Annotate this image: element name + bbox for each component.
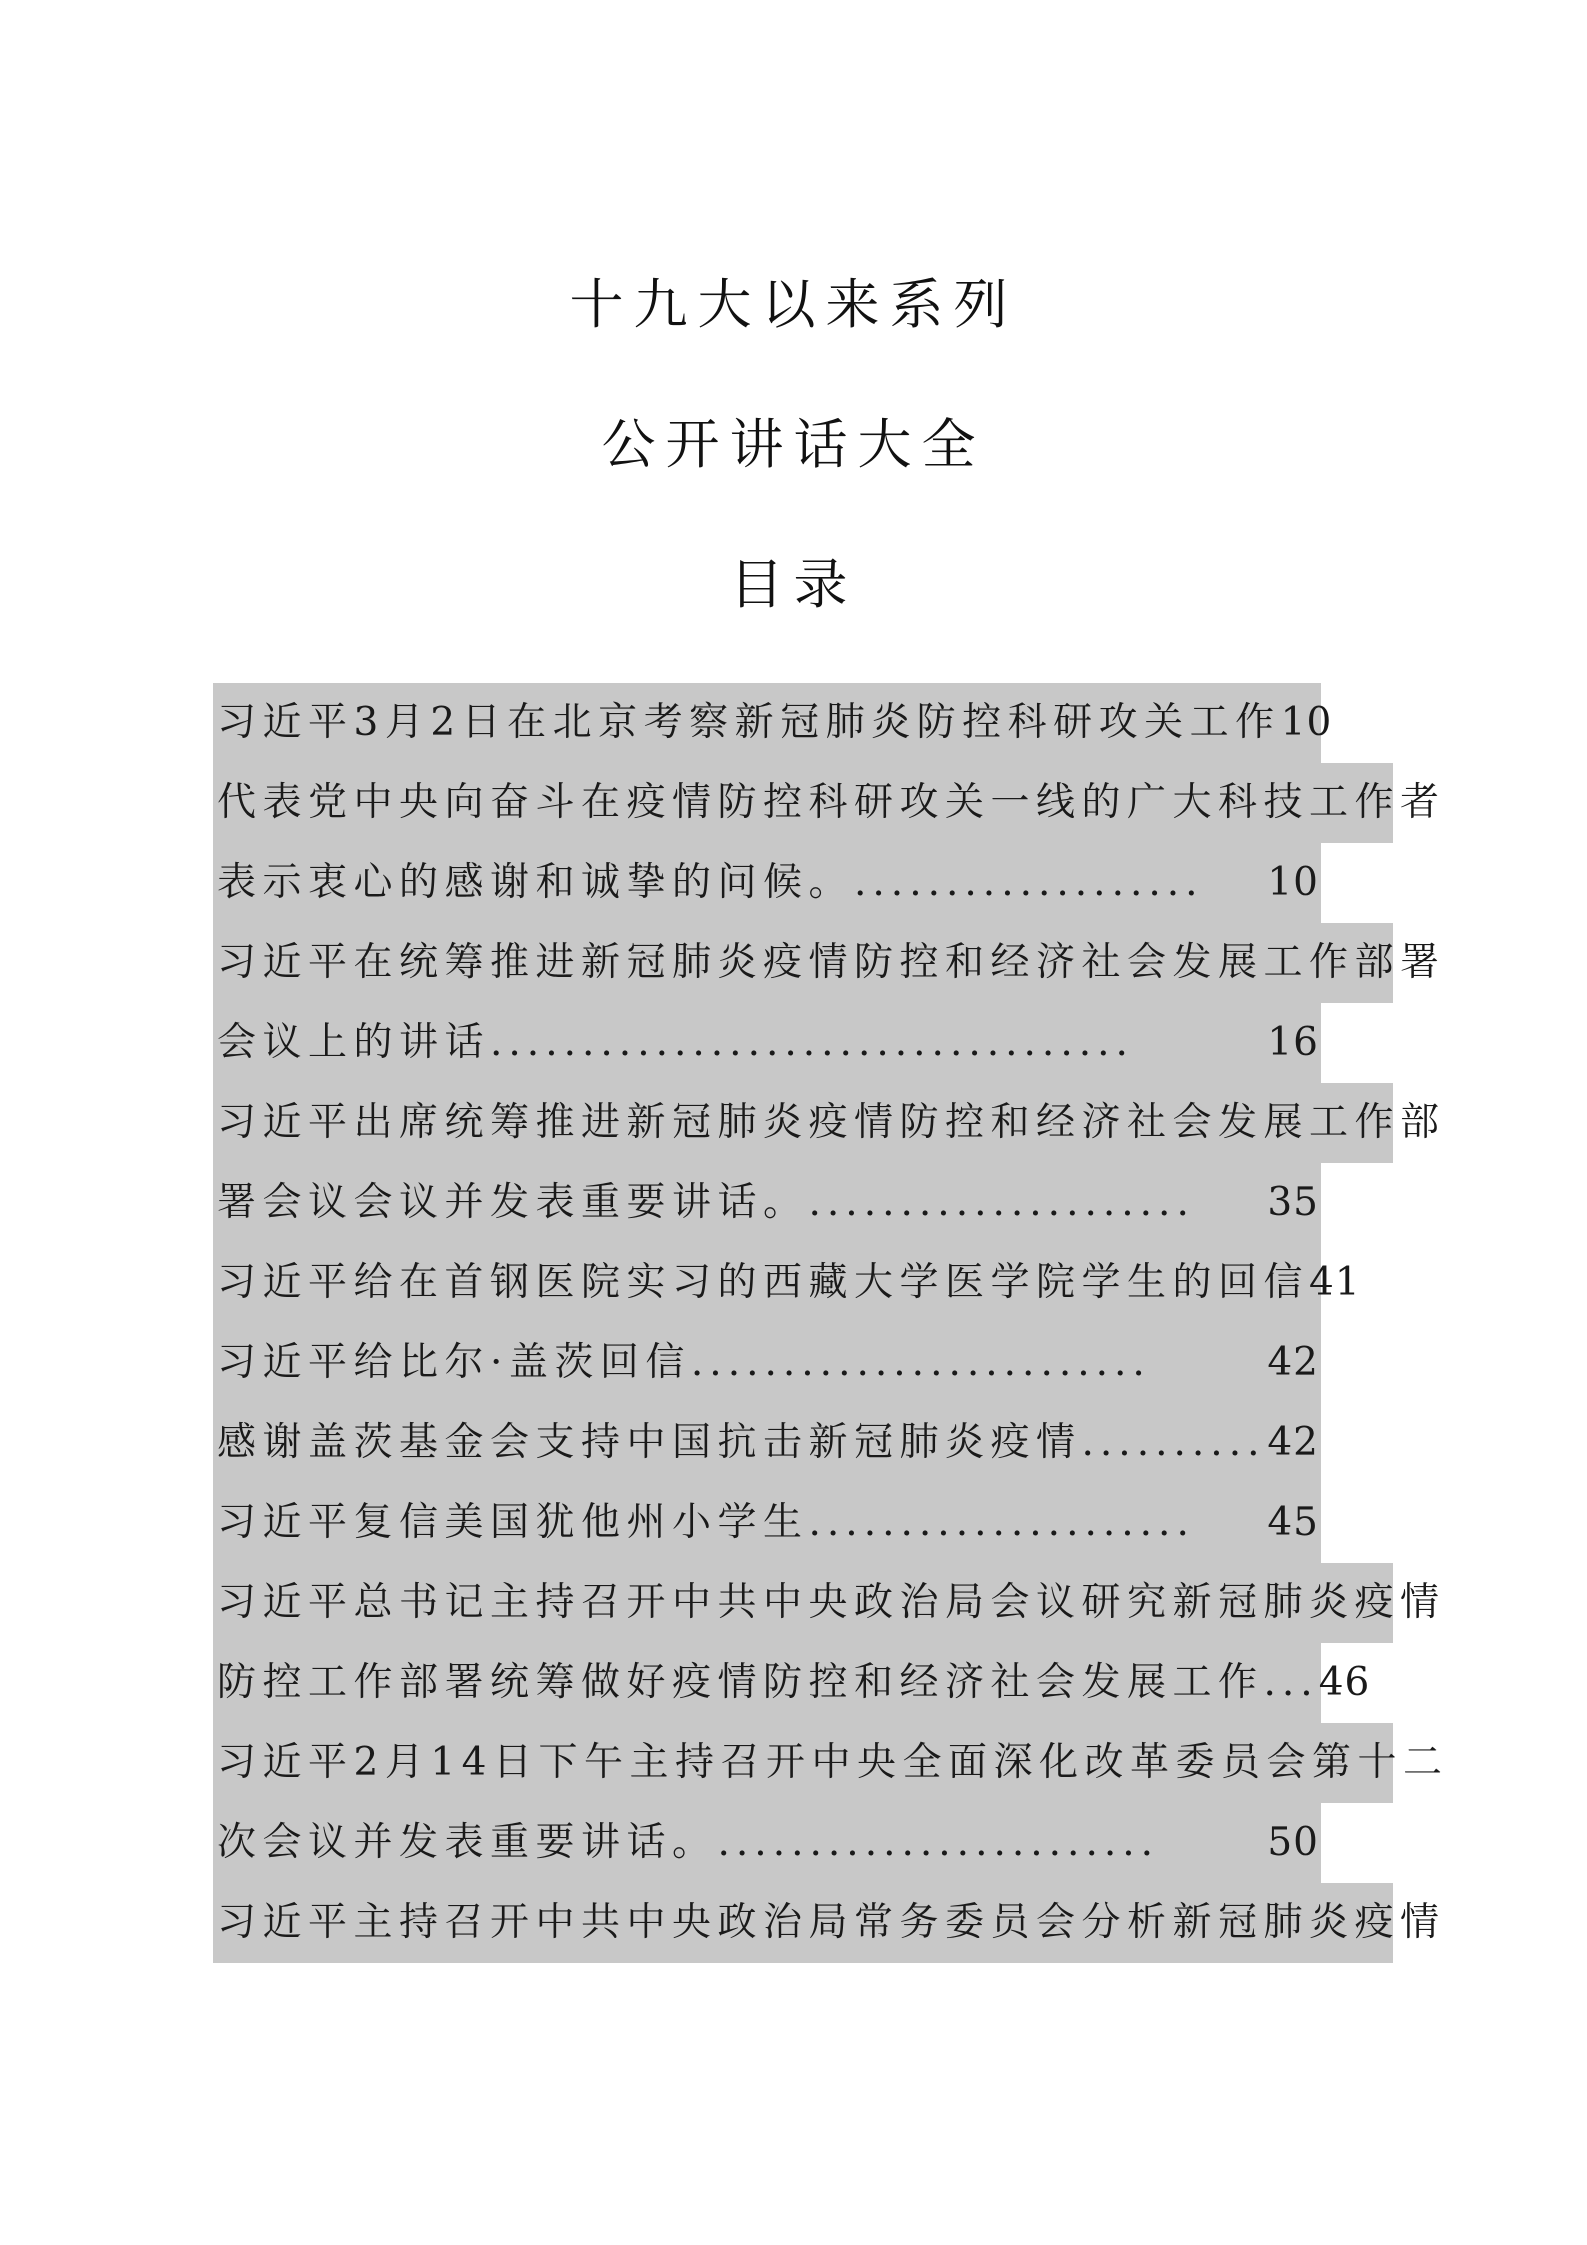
toc-dot-leader: ... — [1263, 1660, 1319, 1705]
toc-entry-text: 习近平给比尔·盖茨回信 — [217, 1340, 691, 1385]
toc-entry-line — [213, 1803, 1393, 1883]
toc-entry-text: 习近平总书记主持召开中共中央政治局会议研究新冠肺炎疫情 — [217, 1580, 1446, 1625]
toc-entry-line — [213, 1003, 1393, 1083]
toc-entry-line — [213, 1403, 1393, 1483]
toc-entry-highlight — [213, 1403, 1321, 1483]
toc-heading: 目录 — [729, 553, 858, 616]
toc-dot-leader: ..................... — [808, 1180, 1195, 1225]
toc-entry-text: 次会议并发表重要讲话。 — [217, 1820, 718, 1865]
toc-entry-highlight — [213, 1563, 1446, 1643]
toc-entry-highlight — [213, 843, 1321, 923]
toc-entry[interactable] — [213, 1403, 1393, 1483]
toc-entry-line — [213, 763, 1446, 843]
toc-entry[interactable] — [213, 1323, 1393, 1403]
toc-entry-text: 习近平3月2日在北京考察新冠肺炎防控科研攻关工作 — [217, 700, 1281, 745]
toc-entry-highlight — [213, 1723, 1449, 1803]
toc-page-number: 10 — [1267, 860, 1319, 905]
toc-entry[interactable] — [213, 1723, 1449, 1883]
toc-entry-line — [213, 1163, 1393, 1243]
toc-entry[interactable] — [213, 1083, 1446, 1243]
toc-entry[interactable] — [213, 1883, 1446, 1963]
toc-entry-line — [213, 1563, 1446, 1643]
toc-entry-line — [213, 843, 1393, 923]
toc-entry-highlight — [213, 763, 1446, 843]
toc-entry-text: 习近平给在首钢医院实习的西藏大学医学院学生的回信 — [217, 1260, 1310, 1305]
toc-entry-text: 署会议会议并发表重要讲话。 — [217, 1180, 809, 1225]
toc-entry-highlight — [213, 1323, 1321, 1403]
toc-entry[interactable] — [213, 1243, 1393, 1323]
toc-dot-leader: ................... — [854, 860, 1204, 905]
toc-entry-line — [213, 1883, 1446, 1963]
toc-dot-leader: ......................... — [690, 1340, 1151, 1385]
toc-entry[interactable] — [213, 1483, 1393, 1563]
toc-page-number: 16 — [1267, 1020, 1319, 1065]
toc-entry-highlight — [213, 1483, 1321, 1563]
toc-entry-text: 习近平复信美国犹他州小学生 — [217, 1500, 809, 1545]
toc-page-number: 42 — [1267, 1420, 1319, 1465]
toc-entry[interactable] — [213, 1563, 1446, 1723]
toc-entry-highlight — [213, 1163, 1321, 1243]
toc-dot-leader: .......... — [1081, 1420, 1266, 1465]
toc-entry[interactable] — [213, 763, 1446, 923]
toc-entry-text: 感谢盖茨基金会支持中国抗击新冠肺炎疫情 — [217, 1420, 1082, 1465]
toc-entry-highlight — [213, 1883, 1446, 1963]
toc-dot-leader: ................................... — [490, 1020, 1134, 1065]
toc-entry-highlight — [213, 923, 1446, 1003]
toc-page-number: 35 — [1267, 1180, 1319, 1225]
toc-entry-highlight — [213, 1083, 1446, 1163]
toc-entry-line — [213, 1643, 1393, 1723]
toc-page-number: 46 — [1318, 1660, 1371, 1705]
toc-entry-text: 习近平在统筹推进新冠肺炎疫情防控和经济社会发展工作部署 — [217, 940, 1446, 985]
toc-entry-text: 防控工作部署统筹做好疫情防控和经济社会发展工作 — [217, 1660, 1264, 1705]
toc-entry[interactable] — [213, 923, 1446, 1083]
toc-entry-text: 代表党中央向奋斗在疫情防控科研攻关一线的广大科技工作者 — [217, 780, 1446, 825]
toc-entry-text: 习近平主持召开中共中央政治局常务委员会分析新冠肺炎疫情 — [217, 1900, 1446, 1945]
toc-page-number: 41 — [1309, 1260, 1361, 1305]
toc-entry-line — [213, 1323, 1393, 1403]
document-title-line-2: 公开讲话大全 — [601, 413, 986, 476]
toc-entry-line — [213, 1243, 1393, 1323]
toc-entry-text: 表示衷心的感谢和诚挚的问候。 — [217, 860, 855, 905]
toc-entry-line — [213, 923, 1446, 1003]
toc-entry-highlight — [213, 1003, 1321, 1083]
toc-page-number: 42 — [1267, 1340, 1319, 1385]
toc-entry-text: 会议上的讲话 — [217, 1020, 491, 1065]
toc-entry-highlight — [213, 683, 1333, 763]
toc-entry-line — [213, 683, 1393, 763]
toc-dot-leader: ........................ — [717, 1820, 1160, 1865]
toc-entry-highlight — [213, 1243, 1361, 1323]
document-title-line-1: 十九大以来系列 — [569, 273, 1018, 336]
toc-entry[interactable] — [213, 683, 1393, 763]
toc-entry-highlight — [213, 1643, 1371, 1723]
toc-entry-text: 习近平出席统筹推进新冠肺炎疫情防控和经济社会发展工作部 — [217, 1100, 1446, 1145]
toc-page-number: 50 — [1267, 1820, 1319, 1865]
toc-dot-leader: ..................... — [808, 1500, 1195, 1545]
toc-page-number: 10 — [1280, 700, 1333, 745]
toc-entry-line — [213, 1483, 1393, 1563]
toc-entry-highlight — [213, 1803, 1321, 1883]
toc-entry-line — [213, 1723, 1449, 1803]
toc-entry-text: 习近平2月14日下午主持召开中央全面深化改革委员会第十二 — [217, 1740, 1449, 1785]
table-of-contents — [213, 683, 1449, 1963]
toc-page-number: 45 — [1267, 1500, 1319, 1545]
toc-entry-line — [213, 1083, 1446, 1163]
